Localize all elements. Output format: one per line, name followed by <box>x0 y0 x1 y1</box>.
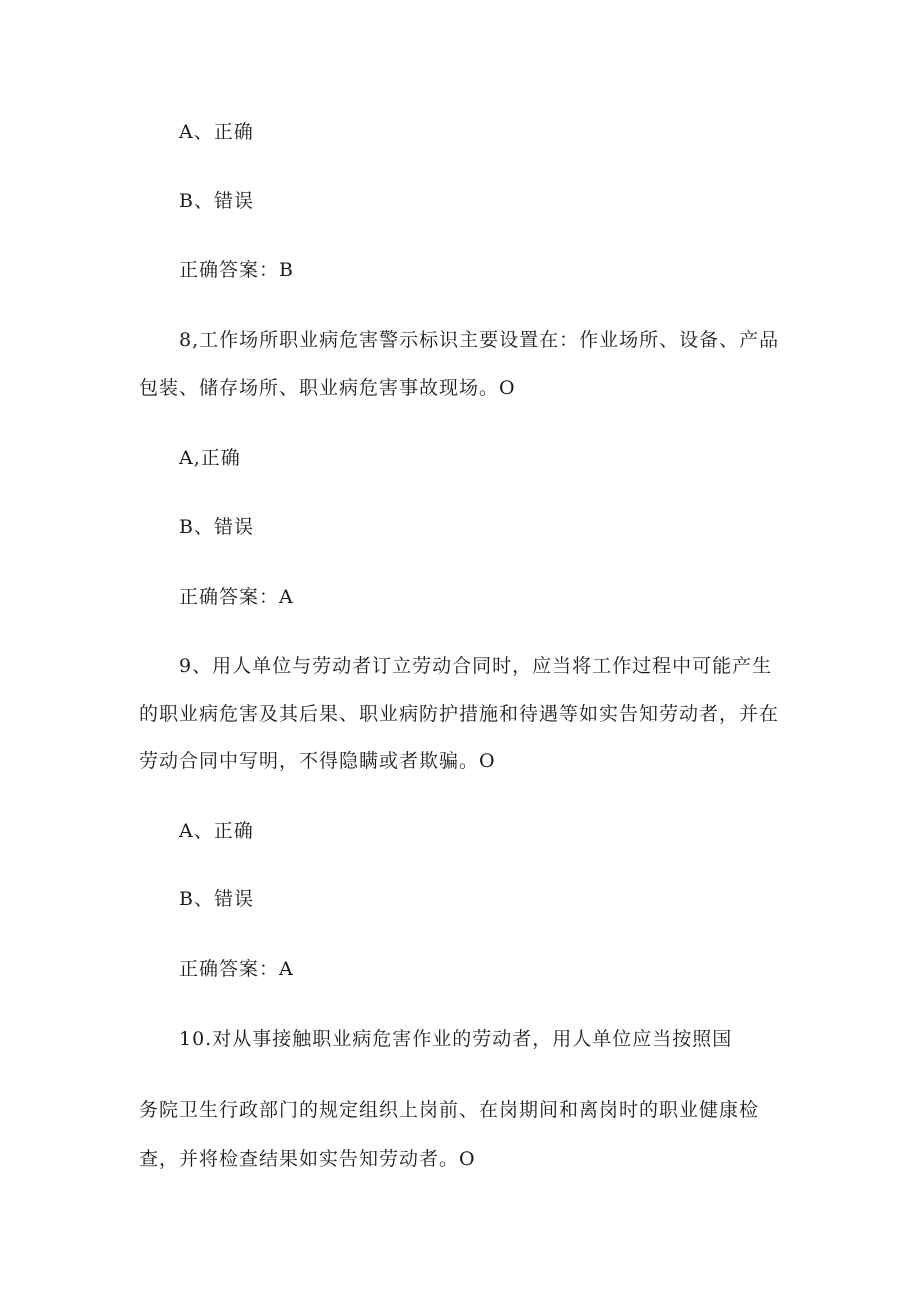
question-9-line-1: 9、用人单位与劳动者订立劳动合同时，应当将工作过程中可能产生 <box>179 655 773 677</box>
option-b-q8: B、错误 <box>179 516 254 538</box>
question-9-line-3: 劳动合同中写明，不得隐瞒或者欺骗。O <box>139 750 496 772</box>
answer-q8: 正确答案：A <box>179 586 294 608</box>
option-b-q9: B、错误 <box>179 888 254 910</box>
question-8-line-2: 包装、储存场所、职业病危害事故现场。O <box>139 377 516 399</box>
question-10-line-3: 查，并将检查结果如实告知劳动者。O <box>139 1148 476 1170</box>
question-8-line-1: 8,工作场所职业病危害警示标识主要设置在：作业场所、设备、产品 <box>179 329 780 351</box>
option-b-q7: B、错误 <box>179 190 254 212</box>
question-9-line-2: 的职业病危害及其后果、职业病防护措施和待遇等如实告知劳动者，并在 <box>139 703 780 725</box>
option-a-q9: A、正确 <box>179 820 254 842</box>
option-a-q7: A、正确 <box>179 121 254 143</box>
option-a-q8: A,正确 <box>179 447 241 469</box>
question-10-line-2: 务院卫生行政部门的规定组织上岗前、在岗期间和离岗时的职业健康检 <box>139 1099 760 1121</box>
answer-q7: 正确答案：B <box>179 259 294 281</box>
question-10-line-1: 10.对从事接触职业病危害作业的劳动者，用人单位应当按照国 <box>179 1028 733 1050</box>
answer-q9: 正确答案：A <box>179 958 294 980</box>
